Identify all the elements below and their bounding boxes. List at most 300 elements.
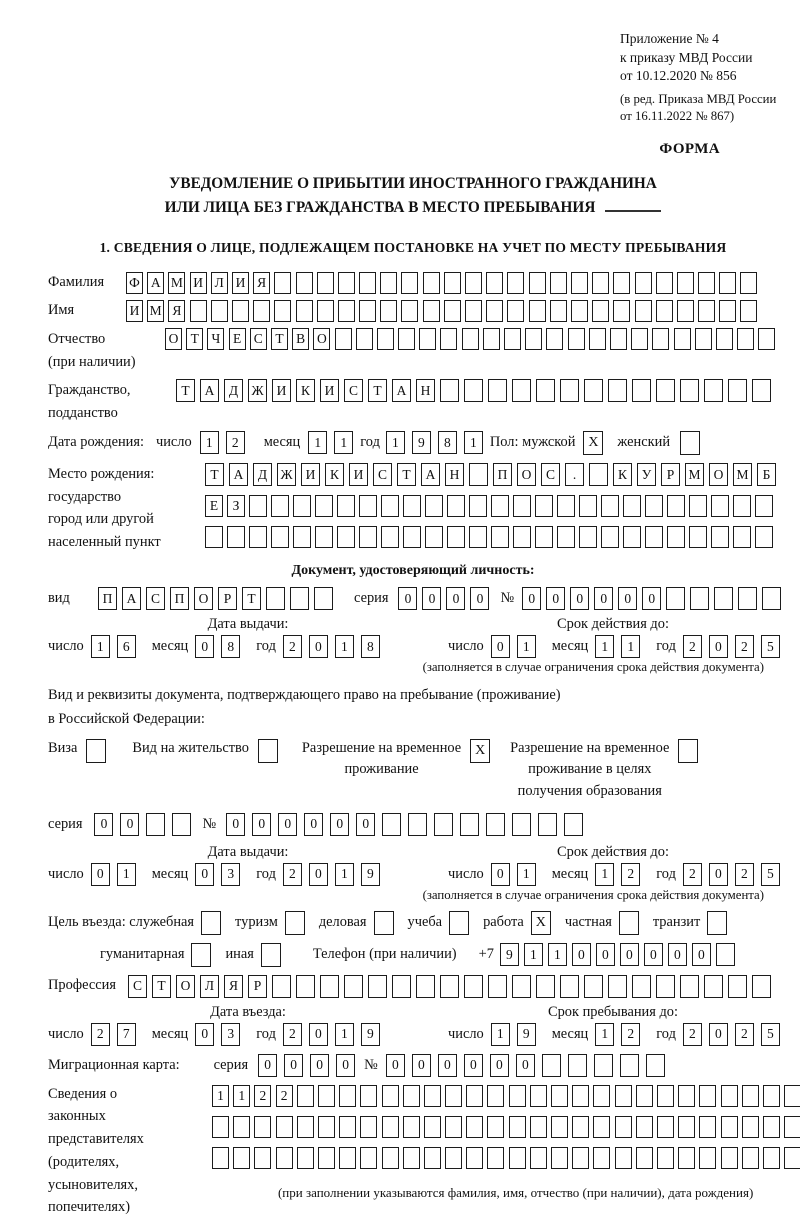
char-box[interactable]: [530, 1085, 547, 1107]
char-box[interactable]: 9: [412, 431, 431, 454]
char-box[interactable]: [276, 1147, 293, 1169]
char-box[interactable]: Л: [200, 975, 219, 998]
char-box[interactable]: [601, 495, 619, 517]
doc-issue-month-input[interactable]: [195, 635, 247, 658]
char-box[interactable]: [677, 300, 694, 322]
char-box[interactable]: 0: [491, 863, 510, 886]
char-box[interactable]: [360, 1147, 377, 1169]
char-box[interactable]: [674, 328, 691, 350]
char-box[interactable]: О: [517, 463, 536, 486]
char-box[interactable]: [318, 1116, 335, 1138]
char-box[interactable]: [620, 1054, 639, 1077]
char-box[interactable]: 0: [356, 813, 375, 836]
char-box[interactable]: [274, 272, 291, 294]
char-box[interactable]: 0: [309, 1023, 328, 1046]
char-box[interactable]: [487, 1147, 504, 1169]
char-box[interactable]: [593, 1085, 610, 1107]
char-box[interactable]: [719, 272, 736, 294]
char-box[interactable]: [249, 495, 267, 517]
char-box[interactable]: [719, 300, 736, 322]
char-box[interactable]: К: [325, 463, 344, 486]
char-box[interactable]: [356, 328, 373, 350]
char-box[interactable]: И: [320, 379, 339, 402]
char-box[interactable]: К: [296, 379, 315, 402]
char-box[interactable]: [360, 1085, 377, 1107]
rvp-education-checkbox[interactable]: [678, 739, 698, 763]
char-box[interactable]: [512, 975, 531, 998]
char-box[interactable]: М: [168, 272, 185, 294]
char-box[interactable]: [678, 1116, 695, 1138]
representatives-row3-input[interactable]: [212, 1147, 800, 1169]
entry-day-input[interactable]: [91, 1023, 143, 1046]
char-box[interactable]: [613, 300, 630, 322]
char-box[interactable]: [261, 943, 281, 967]
char-box[interactable]: [445, 1085, 462, 1107]
char-box[interactable]: [359, 272, 376, 294]
char-box[interactable]: [752, 975, 771, 998]
char-box[interactable]: [318, 1085, 335, 1107]
char-box[interactable]: [656, 379, 675, 402]
char-box[interactable]: [529, 272, 546, 294]
char-box[interactable]: И: [349, 463, 368, 486]
char-box[interactable]: [320, 975, 339, 998]
purpose-official-checkbox[interactable]: [201, 911, 221, 935]
stay-issue-month-input[interactable]: [195, 863, 247, 886]
char-box[interactable]: 1: [200, 431, 219, 454]
char-box[interactable]: [737, 328, 754, 350]
sex-female-checkbox[interactable]: [680, 431, 700, 455]
char-box[interactable]: [635, 300, 652, 322]
char-box[interactable]: 0: [490, 1054, 509, 1077]
char-box[interactable]: [212, 1116, 229, 1138]
char-box[interactable]: [689, 495, 707, 517]
char-box[interactable]: [272, 975, 291, 998]
char-box[interactable]: 1: [491, 1023, 510, 1046]
char-box[interactable]: [546, 328, 563, 350]
char-box[interactable]: [466, 1147, 483, 1169]
char-box[interactable]: [711, 526, 729, 548]
char-box[interactable]: [678, 739, 698, 763]
char-box[interactable]: [551, 1085, 568, 1107]
char-box[interactable]: Р: [218, 587, 237, 610]
char-box[interactable]: Р: [661, 463, 680, 486]
char-box[interactable]: [728, 975, 747, 998]
char-box[interactable]: [296, 975, 315, 998]
stay-number-input[interactable]: [226, 813, 590, 836]
char-box[interactable]: [382, 1116, 399, 1138]
char-box[interactable]: [205, 526, 223, 548]
char-box[interactable]: [339, 1085, 356, 1107]
char-box[interactable]: 1: [595, 635, 614, 658]
char-box[interactable]: [784, 1116, 800, 1138]
char-box[interactable]: 9: [517, 1023, 536, 1046]
char-box[interactable]: [728, 379, 747, 402]
doc-exp-day-input[interactable]: [491, 635, 543, 658]
char-box[interactable]: [408, 813, 427, 836]
char-box[interactable]: [447, 526, 465, 548]
char-box[interactable]: [716, 328, 733, 350]
char-box[interactable]: [403, 495, 421, 517]
sex-male-checkbox[interactable]: [583, 431, 603, 455]
purpose-tourism-checkbox[interactable]: [285, 911, 305, 935]
char-box[interactable]: Е: [205, 495, 223, 517]
representatives-row2-input[interactable]: [212, 1116, 800, 1138]
char-box[interactable]: [615, 1147, 632, 1169]
char-box[interactable]: 2: [683, 635, 702, 658]
char-box[interactable]: [636, 1116, 653, 1138]
char-box[interactable]: [359, 526, 377, 548]
char-box[interactable]: [572, 1116, 589, 1138]
char-box[interactable]: [608, 379, 627, 402]
char-box[interactable]: [86, 739, 106, 763]
char-box[interactable]: [146, 813, 165, 836]
char-box[interactable]: [398, 328, 415, 350]
char-box[interactable]: [593, 1147, 610, 1169]
char-box[interactable]: 1: [212, 1085, 229, 1107]
char-box[interactable]: [172, 813, 191, 836]
char-box[interactable]: [763, 1085, 780, 1107]
char-box[interactable]: 0: [709, 1023, 728, 1046]
char-box[interactable]: [740, 300, 757, 322]
char-box[interactable]: [445, 1147, 462, 1169]
char-box[interactable]: Ф: [126, 272, 143, 294]
char-box[interactable]: [656, 975, 675, 998]
char-box[interactable]: [512, 379, 531, 402]
char-box[interactable]: [509, 1085, 526, 1107]
char-box[interactable]: А: [122, 587, 141, 610]
char-box[interactable]: 0: [336, 1054, 355, 1077]
char-box[interactable]: [711, 495, 729, 517]
char-box[interactable]: [425, 495, 443, 517]
char-box[interactable]: 1: [595, 1023, 614, 1046]
char-box[interactable]: [271, 495, 289, 517]
char-box[interactable]: 3: [221, 863, 240, 886]
char-box[interactable]: 5: [761, 635, 780, 658]
char-box[interactable]: И: [126, 300, 143, 322]
char-box[interactable]: Т: [176, 379, 195, 402]
char-box[interactable]: [271, 526, 289, 548]
char-box[interactable]: 1: [117, 863, 136, 886]
char-box[interactable]: [763, 1116, 780, 1138]
char-box[interactable]: 6: [117, 635, 136, 658]
char-box[interactable]: [424, 1147, 441, 1169]
char-box[interactable]: 0: [252, 813, 271, 836]
char-box[interactable]: [742, 1085, 759, 1107]
char-box[interactable]: [338, 300, 355, 322]
char-box[interactable]: [445, 1116, 462, 1138]
stay-exp-year-input[interactable]: [683, 863, 787, 886]
char-box[interactable]: 0: [446, 587, 465, 610]
char-box[interactable]: [657, 1085, 674, 1107]
char-box[interactable]: [233, 1147, 250, 1169]
char-box[interactable]: 3: [221, 1023, 240, 1046]
given-name-input[interactable]: [126, 300, 762, 322]
char-box[interactable]: 0: [284, 1054, 303, 1077]
entry-year-input[interactable]: [283, 1023, 387, 1046]
char-box[interactable]: [742, 1147, 759, 1169]
char-box[interactable]: [232, 300, 249, 322]
char-box[interactable]: [293, 526, 311, 548]
char-box[interactable]: 1: [335, 863, 354, 886]
char-box[interactable]: [488, 975, 507, 998]
char-box[interactable]: [465, 300, 482, 322]
char-box[interactable]: [315, 526, 333, 548]
char-box[interactable]: [315, 495, 333, 517]
doc-number-input[interactable]: [522, 587, 786, 610]
char-box[interactable]: [434, 813, 453, 836]
char-box[interactable]: [201, 911, 221, 935]
char-box[interactable]: Л: [211, 272, 228, 294]
rvp-checkbox[interactable]: [470, 739, 490, 763]
char-box[interactable]: [381, 495, 399, 517]
char-box[interactable]: [535, 526, 553, 548]
char-box[interactable]: 2: [91, 1023, 110, 1046]
char-box[interactable]: С: [541, 463, 560, 486]
char-box[interactable]: 1: [517, 635, 536, 658]
char-box[interactable]: Т: [368, 379, 387, 402]
char-box[interactable]: [276, 1116, 293, 1138]
char-box[interactable]: Т: [242, 587, 261, 610]
birth-month-input[interactable]: [308, 431, 360, 454]
char-box[interactable]: [738, 587, 757, 610]
char-box[interactable]: [339, 1116, 356, 1138]
char-box[interactable]: 7: [117, 1023, 136, 1046]
char-box[interactable]: 0: [309, 635, 328, 658]
char-box[interactable]: З: [227, 495, 245, 517]
purpose-work-checkbox[interactable]: [531, 911, 551, 935]
char-box[interactable]: .: [565, 463, 584, 486]
char-box[interactable]: [469, 526, 487, 548]
char-box[interactable]: [530, 1147, 547, 1169]
char-box[interactable]: [444, 300, 461, 322]
char-box[interactable]: [382, 1147, 399, 1169]
char-box[interactable]: К: [613, 463, 632, 486]
char-box[interactable]: [344, 975, 363, 998]
char-box[interactable]: 2: [226, 431, 245, 454]
char-box[interactable]: [381, 526, 399, 548]
char-box[interactable]: [211, 300, 228, 322]
char-box[interactable]: [657, 1116, 674, 1138]
char-box[interactable]: [487, 1085, 504, 1107]
char-box[interactable]: 0: [398, 587, 417, 610]
char-box[interactable]: 0: [570, 587, 589, 610]
char-box[interactable]: [758, 328, 775, 350]
char-box[interactable]: [258, 739, 278, 763]
char-box[interactable]: [297, 1085, 314, 1107]
char-box[interactable]: [589, 328, 606, 350]
profession-input[interactable]: [128, 975, 776, 998]
char-box[interactable]: О: [165, 328, 182, 350]
char-box[interactable]: [678, 1085, 695, 1107]
birth-year-input[interactable]: [386, 431, 490, 454]
char-box[interactable]: [416, 975, 435, 998]
char-box[interactable]: М: [685, 463, 704, 486]
char-box[interactable]: О: [176, 975, 195, 998]
purpose-business-checkbox[interactable]: [374, 911, 394, 935]
char-box[interactable]: Ч: [207, 328, 224, 350]
char-box[interactable]: [249, 526, 267, 548]
char-box[interactable]: 0: [709, 635, 728, 658]
char-box[interactable]: [403, 1085, 420, 1107]
char-box[interactable]: С: [146, 587, 165, 610]
doc-exp-month-input[interactable]: [595, 635, 647, 658]
char-box[interactable]: [507, 272, 524, 294]
char-box[interactable]: [635, 272, 652, 294]
purpose-study-checkbox[interactable]: [449, 911, 469, 935]
char-box[interactable]: [601, 526, 619, 548]
char-box[interactable]: [721, 1147, 738, 1169]
char-box[interactable]: [784, 1147, 800, 1169]
char-box[interactable]: Я: [253, 272, 270, 294]
char-box[interactable]: [465, 272, 482, 294]
char-box[interactable]: [542, 1054, 561, 1077]
char-box[interactable]: [656, 300, 673, 322]
char-box[interactable]: 0: [422, 587, 441, 610]
char-box[interactable]: А: [147, 272, 164, 294]
char-box[interactable]: [707, 911, 727, 935]
char-box[interactable]: А: [421, 463, 440, 486]
char-box[interactable]: 0: [709, 863, 728, 886]
char-box[interactable]: 0: [594, 587, 613, 610]
char-box[interactable]: И: [190, 272, 207, 294]
char-box[interactable]: [403, 526, 421, 548]
char-box[interactable]: [652, 328, 669, 350]
char-box[interactable]: [190, 300, 207, 322]
char-box[interactable]: [680, 379, 699, 402]
char-box[interactable]: [368, 975, 387, 998]
char-box[interactable]: [742, 1116, 759, 1138]
char-box[interactable]: [568, 328, 585, 350]
char-box[interactable]: 8: [438, 431, 457, 454]
char-box[interactable]: [212, 1147, 229, 1169]
char-box[interactable]: [424, 1116, 441, 1138]
char-box[interactable]: [666, 587, 685, 610]
char-box[interactable]: 1: [386, 431, 405, 454]
char-box[interactable]: [667, 495, 685, 517]
char-box[interactable]: 0: [572, 943, 591, 966]
char-box[interactable]: 2: [735, 1023, 754, 1046]
char-box[interactable]: [360, 1116, 377, 1138]
char-box[interactable]: 2: [735, 635, 754, 658]
char-box[interactable]: [509, 1116, 526, 1138]
char-box[interactable]: [689, 526, 707, 548]
char-box[interactable]: А: [392, 379, 411, 402]
char-box[interactable]: X: [470, 739, 490, 763]
char-box[interactable]: [512, 813, 531, 836]
char-box[interactable]: Т: [205, 463, 224, 486]
residence-permit-checkbox[interactable]: [258, 739, 278, 763]
char-box[interactable]: [550, 272, 567, 294]
char-box[interactable]: И: [232, 272, 249, 294]
char-box[interactable]: [550, 300, 567, 322]
char-box[interactable]: 1: [517, 863, 536, 886]
char-box[interactable]: [525, 328, 542, 350]
char-box[interactable]: 0: [258, 1054, 277, 1077]
char-box[interactable]: [377, 328, 394, 350]
char-box[interactable]: [698, 300, 715, 322]
purpose-other-checkbox[interactable]: [261, 943, 281, 967]
char-box[interactable]: [568, 1054, 587, 1077]
char-box[interactable]: [740, 272, 757, 294]
char-box[interactable]: [680, 975, 699, 998]
char-box[interactable]: [339, 1147, 356, 1169]
char-box[interactable]: 0: [596, 943, 615, 966]
char-box[interactable]: [698, 272, 715, 294]
birth-day-input[interactable]: [200, 431, 252, 454]
char-box[interactable]: Ж: [277, 463, 296, 486]
char-box[interactable]: [636, 1085, 653, 1107]
char-box[interactable]: 0: [644, 943, 663, 966]
char-box[interactable]: [507, 300, 524, 322]
surname-input[interactable]: [126, 272, 762, 294]
char-box[interactable]: [392, 975, 411, 998]
char-box[interactable]: [486, 813, 505, 836]
char-box[interactable]: [487, 1116, 504, 1138]
char-box[interactable]: 0: [692, 943, 711, 966]
char-box[interactable]: [619, 911, 639, 935]
doc-series-input[interactable]: [398, 587, 494, 610]
char-box[interactable]: [464, 379, 483, 402]
char-box[interactable]: [536, 379, 555, 402]
char-box[interactable]: [423, 300, 440, 322]
char-box[interactable]: Р: [248, 975, 267, 998]
char-box[interactable]: [579, 495, 597, 517]
until-day-input[interactable]: [491, 1023, 543, 1046]
char-box[interactable]: [536, 975, 555, 998]
char-box[interactable]: Н: [416, 379, 435, 402]
char-box[interactable]: 1: [464, 431, 483, 454]
char-box[interactable]: [469, 463, 488, 486]
char-box[interactable]: [359, 300, 376, 322]
char-box[interactable]: [645, 495, 663, 517]
char-box[interactable]: [631, 328, 648, 350]
char-box[interactable]: 0: [386, 1054, 405, 1077]
char-box[interactable]: 0: [491, 635, 510, 658]
char-box[interactable]: 8: [361, 635, 380, 658]
char-box[interactable]: [253, 300, 270, 322]
char-box[interactable]: [486, 300, 503, 322]
stay-issue-year-input[interactable]: [283, 863, 387, 886]
char-box[interactable]: С: [344, 379, 363, 402]
char-box[interactable]: [623, 526, 641, 548]
char-box[interactable]: [677, 272, 694, 294]
char-box[interactable]: 0: [195, 863, 214, 886]
char-box[interactable]: [571, 300, 588, 322]
char-box[interactable]: [755, 495, 773, 517]
char-box[interactable]: [483, 328, 500, 350]
char-box[interactable]: [667, 526, 685, 548]
char-box[interactable]: Б: [757, 463, 776, 486]
char-box[interactable]: 2: [283, 635, 302, 658]
char-box[interactable]: [423, 272, 440, 294]
char-box[interactable]: [579, 526, 597, 548]
char-box[interactable]: [266, 587, 285, 610]
char-box[interactable]: Т: [397, 463, 416, 486]
char-box[interactable]: [337, 495, 355, 517]
char-box[interactable]: [425, 526, 443, 548]
char-box[interactable]: [318, 1147, 335, 1169]
char-box[interactable]: [403, 1116, 420, 1138]
char-box[interactable]: [763, 1147, 780, 1169]
char-box[interactable]: 1: [548, 943, 567, 966]
char-box[interactable]: [466, 1085, 483, 1107]
char-box[interactable]: 2: [683, 863, 702, 886]
char-box[interactable]: В: [292, 328, 309, 350]
char-box[interactable]: [293, 495, 311, 517]
char-box[interactable]: [486, 272, 503, 294]
until-year-input[interactable]: [683, 1023, 787, 1046]
char-box[interactable]: А: [229, 463, 248, 486]
